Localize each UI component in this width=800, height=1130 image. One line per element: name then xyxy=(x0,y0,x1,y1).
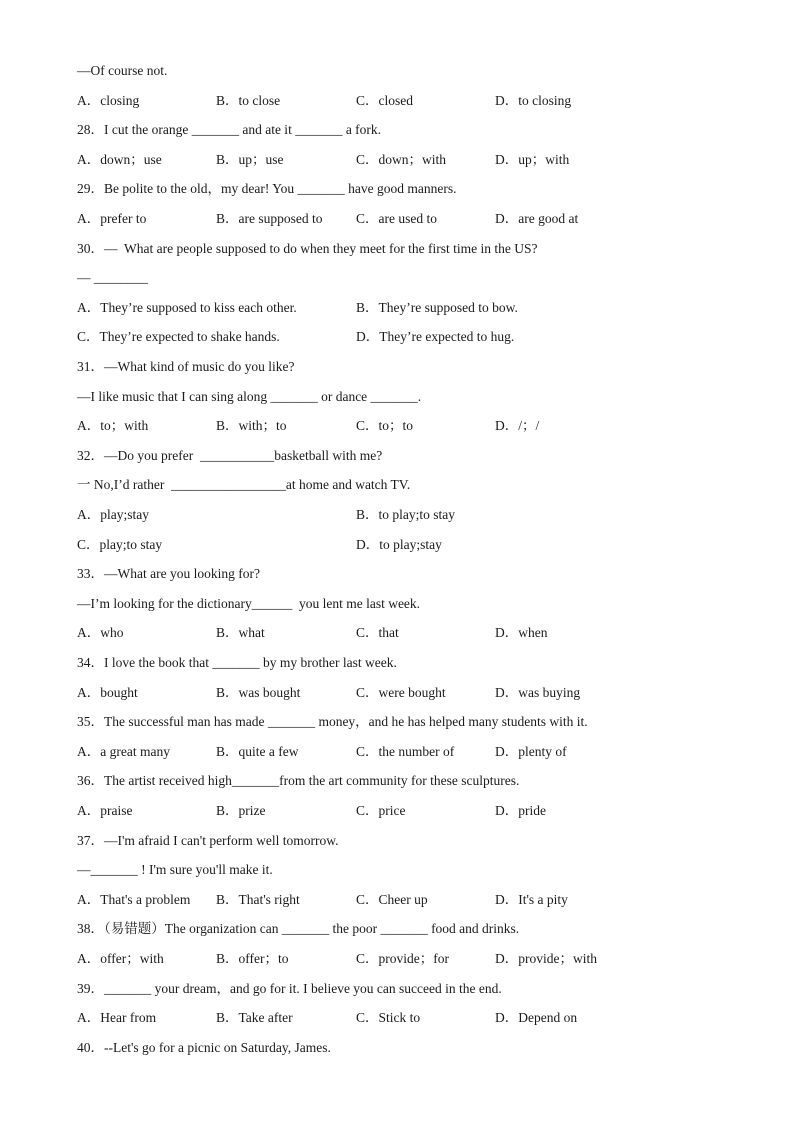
answer-option: A．to；with xyxy=(77,418,149,433)
question-line: 28．I cut the orange _______ and ate it _______ a fork. xyxy=(77,122,382,137)
question-line: 37．—I'm afraid I can't perform well tomorrow. xyxy=(77,833,339,848)
question-line: 38．（易错题）The organization can _______ the poor _______ food and drinks. xyxy=(77,921,520,936)
answer-option: C．closed xyxy=(356,93,413,108)
answer-option: A．play;stay xyxy=(77,507,149,522)
question-line: 39．_______ your dream，and go for it. I believe you can succeed in the end. xyxy=(77,981,502,996)
question-line: — ________ xyxy=(77,270,148,285)
answer-option: A．They’re supposed to kiss each other. xyxy=(77,300,297,315)
answer-option: B．with；to xyxy=(216,418,287,433)
answer-option: D．Depend on xyxy=(495,1010,578,1025)
answer-option: A．praise xyxy=(77,803,133,818)
question-line: 32．—Do you prefer ___________basketball with me? xyxy=(77,448,383,463)
answer-option: D．pride xyxy=(495,803,546,818)
answer-option: B．prize xyxy=(216,803,266,818)
question-line: —I’m looking for the dictionary______ you lent me last week. xyxy=(77,596,421,611)
answer-option: C．down；with xyxy=(356,152,447,167)
answer-option: C．Cheer up xyxy=(356,892,428,907)
answer-option: C．They’re expected to shake hands. xyxy=(77,329,280,344)
answer-option: A．Hear from xyxy=(77,1010,157,1025)
answer-option: D．provide；with xyxy=(495,951,597,966)
question-line: 33．—What are you looking for? xyxy=(77,566,260,581)
answer-option: B．are supposed to xyxy=(216,211,323,226)
answer-option: D．to play;stay xyxy=(356,537,442,552)
question-line: 30．— What are people supposed to do when they meet for the first time in the US? xyxy=(77,241,538,256)
answer-option: B．to close xyxy=(216,93,281,108)
question-line: 36．The artist received high_______from the art community for these sculptures. xyxy=(77,773,520,788)
question-line: 一 No,I’d rather _________________at home and watch TV. xyxy=(77,477,411,492)
answer-option: C．provide；for xyxy=(356,951,449,966)
answer-option: A．That's a problem xyxy=(77,892,191,907)
answer-option: D．They’re expected to hug. xyxy=(356,329,515,344)
answer-option: A．down；use xyxy=(77,152,162,167)
answer-option: C．the number of xyxy=(356,744,455,759)
answer-option: B．quite a few xyxy=(216,744,299,759)
answer-option: D．when xyxy=(495,625,548,640)
question-line: 35．The successful man has made _______ money，and he has helped many students with it. xyxy=(77,714,588,729)
answer-option: B．to play;to stay xyxy=(356,507,455,522)
question-line: —Of course not. xyxy=(77,63,168,78)
question-line: 29．Be polite to the old，my dear! You _______ have good manners. xyxy=(77,181,457,196)
answer-option: C．Stick to xyxy=(356,1010,421,1025)
answer-option: A．prefer to xyxy=(77,211,147,226)
answer-option: D．to closing xyxy=(495,93,572,108)
answer-option: C．price xyxy=(356,803,406,818)
answer-option: A．a great many xyxy=(77,744,170,759)
answer-option: C．play;to stay xyxy=(77,537,163,552)
answer-option: B．That's right xyxy=(216,892,300,907)
question-line: 34．I love the book that _______ by my brother last week. xyxy=(77,655,397,670)
answer-option: B．Take after xyxy=(216,1010,293,1025)
answer-option: A．bought xyxy=(77,685,138,700)
answer-option: C．were bought xyxy=(356,685,446,700)
answer-option: B．was bought xyxy=(216,685,301,700)
answer-option: C．to；to xyxy=(356,418,414,433)
answer-option: D．It's a pity xyxy=(495,892,568,907)
answer-option: A．who xyxy=(77,625,124,640)
question-line: 40．--Let's go for a picnic on Saturday, James. xyxy=(77,1040,331,1055)
answer-option: A．offer；with xyxy=(77,951,164,966)
answer-option: D．up；with xyxy=(495,152,570,167)
answer-option: C．are used to xyxy=(356,211,437,226)
answer-option: B．what xyxy=(216,625,265,640)
answer-option: D．are good at xyxy=(495,211,579,226)
answer-option: A．closing xyxy=(77,93,140,108)
answer-option: B．They’re supposed to bow. xyxy=(356,300,518,315)
answer-option: D．was buying xyxy=(495,685,581,700)
answer-option: B．up；use xyxy=(216,152,284,167)
question-line: —_______ ! I'm sure you'll make it. xyxy=(77,862,273,877)
answer-option: B．offer；to xyxy=(216,951,289,966)
answer-option: D．plenty of xyxy=(495,744,567,759)
answer-option: C．that xyxy=(356,625,399,640)
question-line: 31．—What kind of music do you like? xyxy=(77,359,295,374)
answer-option: D．/；/ xyxy=(495,418,540,433)
question-line: —I like music that I can sing along _______ or dance _______. xyxy=(77,389,422,404)
